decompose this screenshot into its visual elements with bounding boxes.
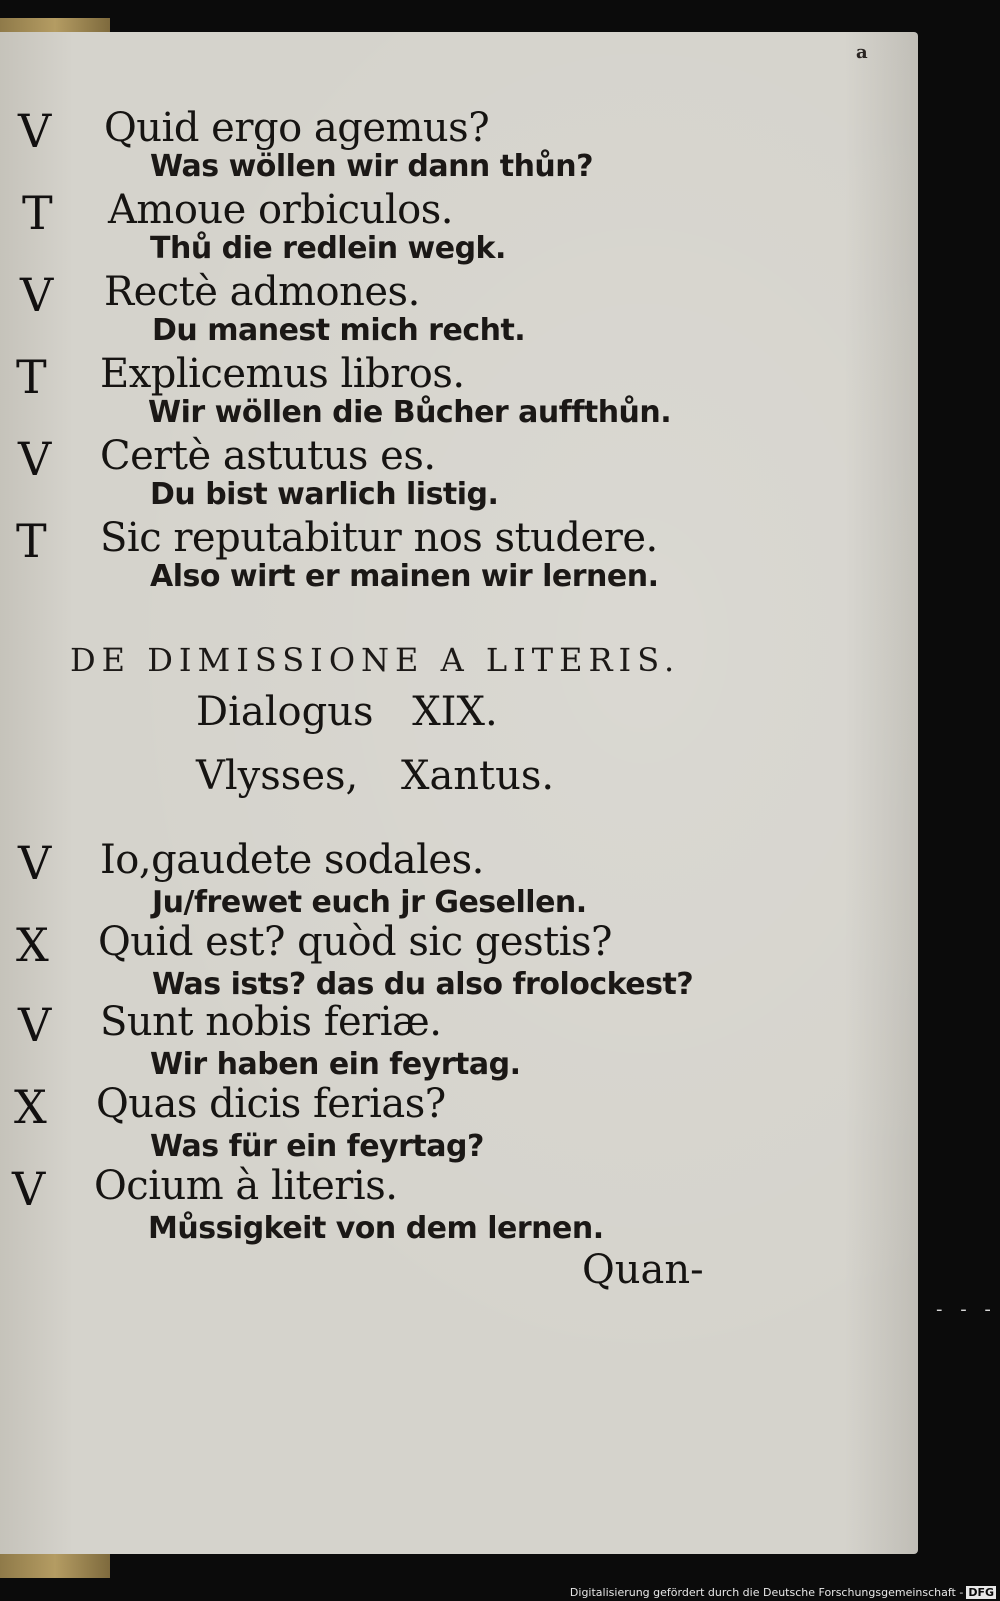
german-line: Můssigkeit von dem lernen. (148, 1211, 604, 1246)
speaker-mark: V (18, 432, 52, 486)
speaker-mark: V (20, 268, 54, 322)
scan-edge-marks: - - - (936, 1299, 997, 1320)
latin-line: Ocium à literis. (94, 1163, 398, 1209)
latin-line: Certè astutus es. (100, 433, 436, 479)
latin-line: Quas dicis ferias? (96, 1081, 446, 1127)
latin-line: Explicemus libros. (100, 351, 465, 397)
german-line: Also wirt er mainen wir lernen. (150, 559, 659, 594)
speaker-mark: T (22, 186, 53, 240)
speaker-mark: V (18, 104, 52, 158)
latin-line: Sunt nobis feriæ. (100, 999, 442, 1045)
german-line: Du bist warlich listig. (150, 477, 499, 512)
section-heading: DE DIMISSIONE A LITERIS. (70, 641, 681, 679)
digitization-credit (570, 1586, 996, 1599)
speaker-mark: V (12, 1162, 46, 1216)
latin-line: Amoue orbiculos. (108, 187, 453, 233)
german-line: Was wöllen wir dann thůn? (150, 149, 594, 184)
book-page (0, 32, 918, 1554)
speaker-mark: T (16, 350, 47, 404)
german-line: Du manest mich recht. (152, 313, 526, 348)
german-line: Wir haben ein feyrtag. (150, 1047, 521, 1082)
dialogue-number: Dialogus XIX. (196, 689, 498, 735)
german-line: Was ists? das du also frolockest? (152, 967, 694, 1002)
latin-line: Sic reputabitur nos studere. (100, 515, 658, 561)
german-line: Ju/frewet euch jr Gesellen. (152, 885, 587, 920)
speaker-mark: X (16, 918, 49, 972)
dialogue-speakers: Vlysses, Xantus. (196, 753, 555, 799)
german-line: Wir wöllen die Bůcher auffthůn. (148, 395, 672, 430)
latin-line: Io,gaudete sodales. (100, 837, 484, 883)
speaker-mark: X (14, 1080, 47, 1134)
german-line: Was für ein feyrtag? (150, 1129, 484, 1164)
latin-line: Quid est? quòd sic gestis? (98, 919, 612, 965)
folio-mark: a (856, 42, 868, 63)
credit-text: Digitalisierung gefördert durch die Deutsche Forschungsgemeinschaft - (569, 1586, 964, 1599)
dfg-logo: DFG (968, 1586, 994, 1599)
latin-line: Rectè admones. (104, 269, 420, 315)
german-line: Thů die redlein wegk. (150, 231, 506, 266)
speaker-mark: T (16, 514, 47, 568)
speaker-mark: V (18, 998, 52, 1052)
catchword: Quan- (582, 1247, 704, 1293)
speaker-mark: V (18, 836, 52, 890)
latin-line: Quid ergo agemus? (104, 105, 490, 151)
